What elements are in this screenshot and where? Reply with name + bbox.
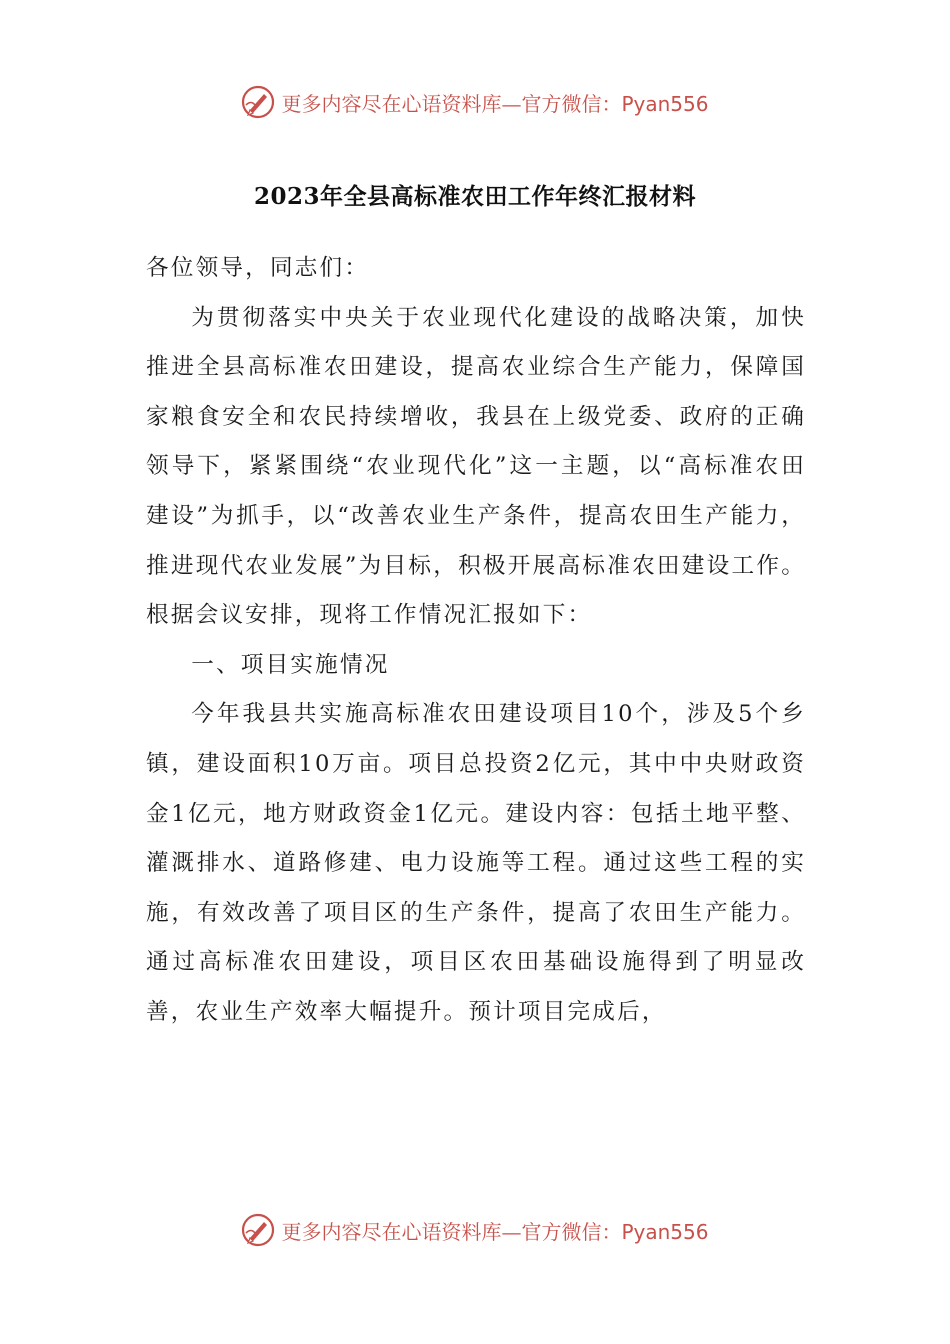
paragraph-project: 今年我县共实施高标准农田建设项目10个，涉及5个乡镇，建设面积10万亩。项目总投资2亿元，其中中央财政资金1亿元，地方财政资金1亿元。建设内容：包括土地平整、灌溉排水、道路修建、电力设施等工程。通过这些工程的实施，有效改善了项目区的生产条件，提高了农田生产能力。通过高标准农田建设，项目区农田基础设施得到了明显改善，农业生产效率大幅提升。预计项目完成后， (146, 701, 806, 1025)
greeting: 各位领导，同志们： (146, 255, 370, 281)
document-title: 2023年全县高标准农田工作年终汇报材料 (253, 183, 696, 210)
footer-watermark-banner (0, 1208, 950, 1252)
document-body (146, 244, 806, 1038)
banner-text: 更多内容尽在心语资料库—官方微信：Pyan556 (281, 91, 709, 116)
banner-text: 更多内容尽在心语资料库—官方微信：Pyan556 (281, 1219, 709, 1244)
section-heading: 一、项目实施情况 (191, 651, 390, 678)
pen-logo-icon (241, 85, 275, 119)
paragraph-intro: 为贯彻落实中央关于农业现代化建设的战略决策，加快推进全县高标准农田建设，提高农业综合生产能力，保障国家粮食安全和农民持续增收，我县在上级党委、政府的正确领导下，紧紧围绕“农业现代化”这一主题，以“高标准农田建设”为抓手，以“改善农业生产条件，提高农田生产能力，推进现代农业发展”为目标，积极开展高标准农田建设工作。根据会议安排，现将工作情况汇报如下： (146, 304, 806, 629)
header-watermark-banner (0, 80, 950, 124)
pen-logo-icon (241, 1213, 275, 1247)
